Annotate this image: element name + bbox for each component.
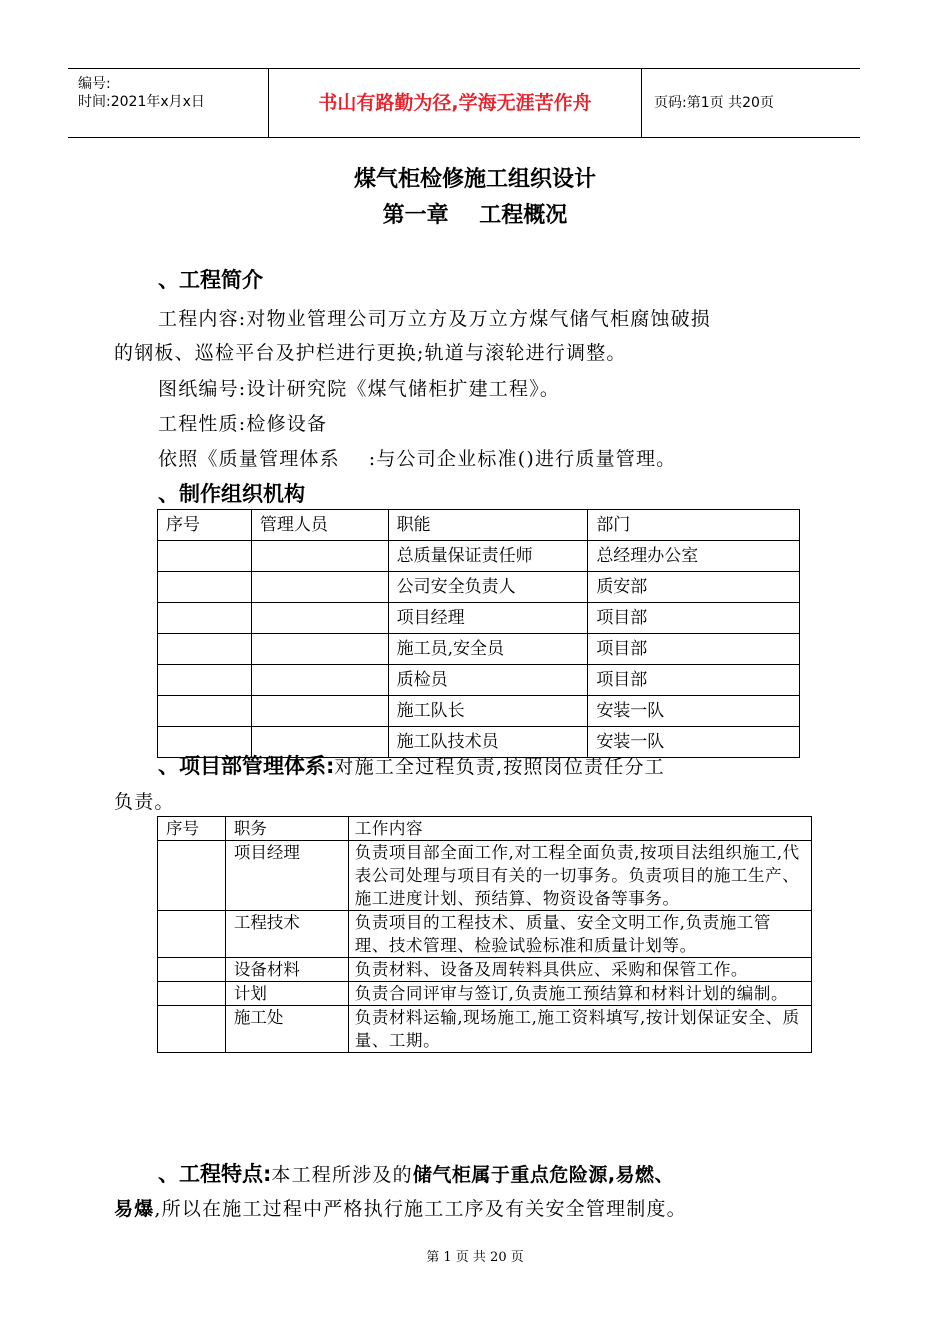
paragraph-line: [114, 1194, 687, 1221]
column-header: 序号: [158, 817, 226, 841]
document-title: 煤气柜检修施工组织设计: [353, 167, 596, 192]
table-cell: 计划: [225, 982, 348, 1006]
column-header: 序号: [158, 510, 252, 541]
table-cell: 项目经理: [225, 841, 348, 911]
table-cell: [158, 572, 252, 603]
table-row: [158, 603, 800, 634]
organization-table: [157, 509, 800, 758]
table-cell: 负责项目的工程技术、质量、安全文明工作,负责施工管理、技术管理、检验试验标准和质量计划等。: [348, 911, 811, 958]
table-cell: 安装一队: [588, 696, 800, 727]
table-cell: 负责项目部全面工作,对工程全面负责,按项目法组织施工,代表公司处理与项目有关的一切事务。负责项目的施工生产、施工进度计划、预结算、物资设备等事务。: [348, 841, 811, 911]
table-cell: [158, 603, 252, 634]
paragraph-text: ,所以在施工过程中严格执行施工工序及有关安全管理制度。: [154, 1198, 687, 1220]
table-row: [158, 572, 800, 603]
table-cell: [251, 541, 388, 572]
table-cell: [158, 911, 226, 958]
table-cell: [251, 665, 388, 696]
table-row: [158, 1006, 812, 1053]
section-heading-organization: 、制作组织机构: [158, 482, 305, 506]
chapter-title: 第一章 工程概况: [382, 203, 568, 228]
table-header-row: [158, 817, 812, 841]
table-cell: 负责合同评审与签订,负责施工预结算和材料计划的编制。: [348, 982, 811, 1006]
table-cell: 施工队长: [388, 696, 588, 727]
table-cell: [251, 696, 388, 727]
section-heading-label: 、工程特点:: [158, 1162, 272, 1186]
paragraph-line: 负责。: [114, 791, 175, 813]
table-row: [158, 665, 800, 696]
table-header-row: [158, 510, 800, 541]
table-row: [158, 911, 812, 958]
emphasis-text: 易爆: [114, 1198, 155, 1220]
paragraph-line: 工程性质:检修设备: [158, 413, 328, 435]
table-row: [158, 696, 800, 727]
table-cell: 施工处: [225, 1006, 348, 1053]
table-row: [158, 841, 812, 911]
table-cell: 项目经理: [388, 603, 588, 634]
table-cell: 项目部: [588, 665, 800, 696]
document-number: 编号:: [78, 76, 111, 92]
table-cell: [158, 841, 226, 911]
table-cell: [158, 696, 252, 727]
paragraph-line: 的钢板、巡检平台及护栏进行更换;轨道与滚轮进行调整。: [114, 342, 627, 364]
header-meta: [68, 69, 269, 137]
section-heading-label: 、项目部管理体系:: [158, 754, 335, 778]
table-cell: [158, 982, 226, 1006]
column-header: 职能: [388, 510, 588, 541]
table-cell: 项目部: [588, 634, 800, 665]
section-heading-overview: 、工程简介: [158, 268, 263, 292]
header-page-info: 页码:第1页 共20页: [654, 95, 774, 111]
table-cell: [158, 1006, 226, 1053]
column-header: 职务: [225, 817, 348, 841]
table-row: [158, 541, 800, 572]
table-cell: [158, 958, 226, 982]
table-cell: 公司安全负责人: [388, 572, 588, 603]
table-cell: 施工员,安全员: [388, 634, 588, 665]
column-header: 部门: [588, 510, 800, 541]
table-cell: 项目部: [588, 603, 800, 634]
table-cell: 施工队技术员: [388, 727, 588, 758]
paragraph-line: 工程内容:对物业管理公司万立方及万立方煤气储气柜腐蚀破损: [158, 308, 712, 330]
table-cell: [158, 665, 252, 696]
table-cell: [158, 634, 252, 665]
table-row: [158, 634, 800, 665]
table-cell: [251, 603, 388, 634]
paragraph-text: 本工程所涉及的: [271, 1164, 413, 1186]
table-row: [158, 958, 812, 982]
table-cell: 负责材料、设备及周转料具供应、采购和保管工作。: [348, 958, 811, 982]
table-row: [158, 982, 812, 1006]
management-table: [157, 816, 812, 1053]
page-header: [68, 68, 860, 138]
table-cell: 质检员: [388, 665, 588, 696]
header-motto: 书山有路勤为径,学海无涯苦作舟: [269, 69, 642, 137]
emphasis-text: 储气柜属于重点危险源,易燃、: [412, 1164, 675, 1186]
paragraph-line: 图纸编号:设计研究院《煤气储柜扩建工程》。: [158, 378, 561, 400]
table-cell: [158, 541, 252, 572]
table-cell: [251, 634, 388, 665]
table-cell: 质安部: [588, 572, 800, 603]
section-heading-text: 对施工全过程负责,按照岗位责任分工: [334, 756, 665, 778]
table-cell: 总质量保证责任师: [388, 541, 588, 572]
table-cell: 工程技术: [225, 911, 348, 958]
table-cell: 设备材料: [225, 958, 348, 982]
table-cell: 总经理办公室: [588, 541, 800, 572]
document-time: 时间:2021年x月x日: [78, 94, 205, 110]
table-cell: 安装一队: [588, 727, 800, 758]
section-heading-features: [158, 1158, 674, 1188]
table-cell: [251, 572, 388, 603]
page-footer: 第 1 页 共 20 页: [426, 1250, 524, 1265]
table-cell: 负责材料运输,现场施工,施工资料填写,按计划保证安全、质量、工期。: [348, 1006, 811, 1053]
column-header: 管理人员: [251, 510, 388, 541]
section-heading-management: [158, 750, 665, 780]
column-header: 工作内容: [348, 817, 811, 841]
paragraph-line: 依照《质量管理体系 :与公司企业标准()进行质量管理。: [158, 448, 677, 470]
